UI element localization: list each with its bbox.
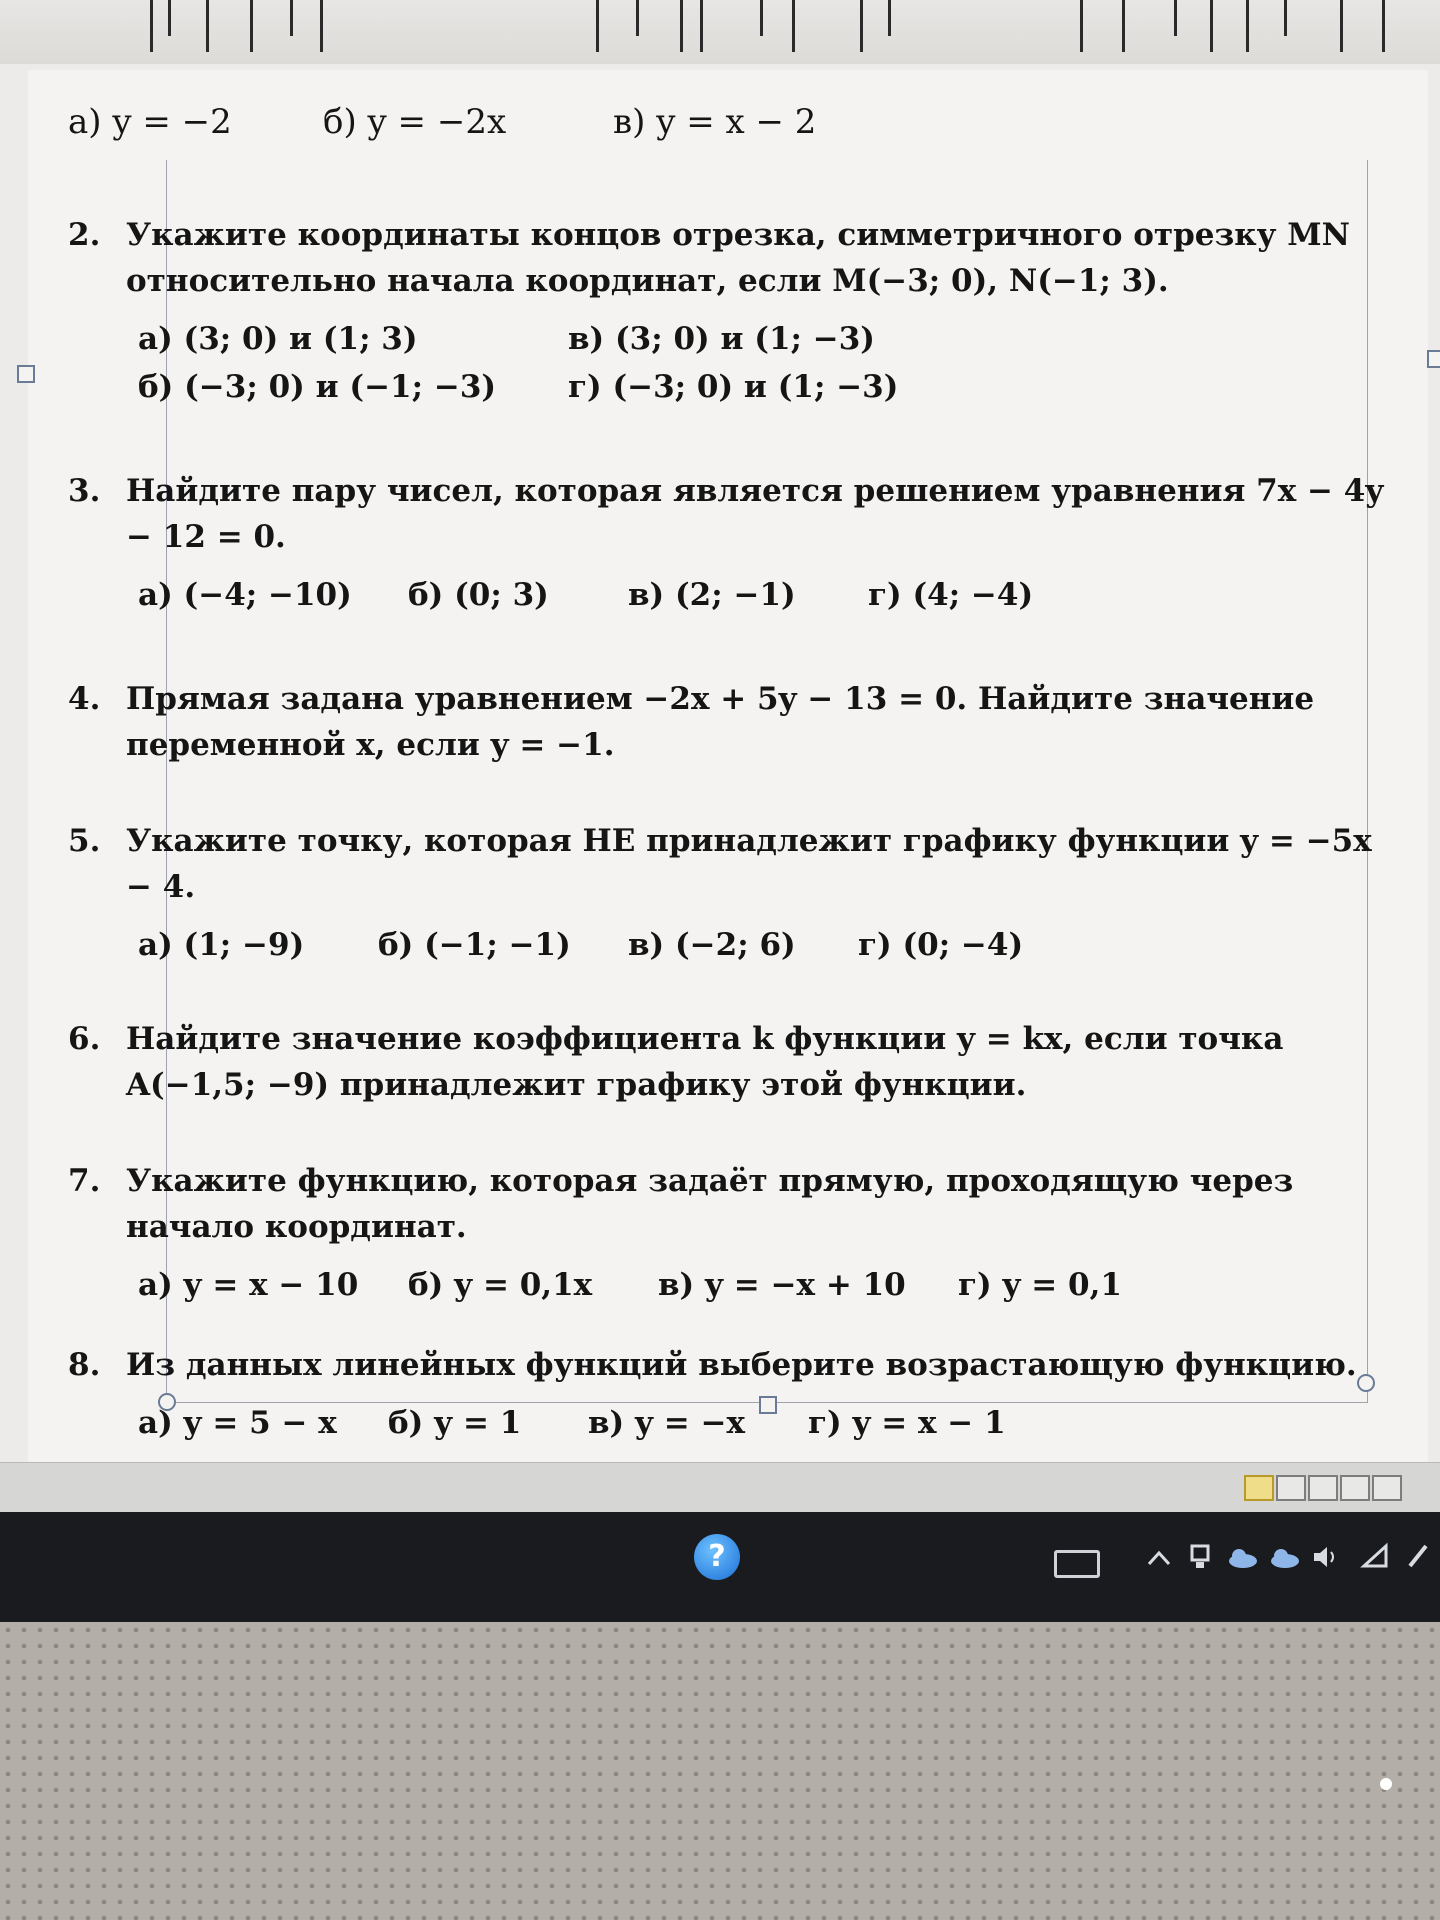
task-number: 7. xyxy=(68,1163,101,1199)
task-text: Прямая задана уравнением −2x + 5y − 13 = 0. Найдите значение переменной x, если y = −1. xyxy=(126,681,1315,763)
task-options xyxy=(138,316,1398,410)
option-v: в) (2; −1) xyxy=(628,577,796,613)
option-v: в) (−2; 6) xyxy=(628,927,796,963)
task-3 xyxy=(68,468,1398,618)
ruler-tick xyxy=(1122,0,1125,52)
draft-view-button[interactable] xyxy=(1372,1475,1402,1501)
task-5 xyxy=(68,818,1398,968)
option-v: в) y = −x + 10 xyxy=(658,1267,906,1303)
option-v: в) (3; 0) и (1; −3) xyxy=(568,321,875,357)
ruler-tick xyxy=(636,0,639,36)
chevron-up-icon[interactable] xyxy=(1146,1548,1172,1568)
option-a: а) y = −2 xyxy=(68,102,232,142)
resize-handle-right[interactable] xyxy=(1427,350,1440,368)
ruler-tick xyxy=(860,0,863,52)
task-number: 3. xyxy=(68,473,101,509)
ruler-tick xyxy=(290,0,293,36)
resize-handle-left[interactable] xyxy=(17,365,35,383)
option-b: б) y = 0,1x xyxy=(408,1267,593,1303)
print-layout-view-button[interactable] xyxy=(1244,1475,1274,1501)
web-layout-view-button[interactable] xyxy=(1308,1475,1338,1501)
pen-icon[interactable] xyxy=(1404,1540,1434,1572)
ruler-tick xyxy=(250,0,253,52)
option-b: б) (0; 3) xyxy=(408,577,549,613)
task-6 xyxy=(68,1016,1398,1108)
ruler-tick xyxy=(1210,0,1213,52)
ruler-tick xyxy=(150,0,153,52)
power-led-icon xyxy=(1380,1778,1392,1790)
task-text: Укажите точку, которая НЕ принадлежит графику функции y = −5x − 4. xyxy=(126,823,1372,905)
option-b: б) (−3; 0) и (−1; −3) xyxy=(138,369,497,405)
task-options xyxy=(138,922,1398,968)
task-4 xyxy=(68,676,1398,768)
full-screen-view-button[interactable] xyxy=(1276,1475,1306,1501)
task-text: Укажите координаты концов отрезка, симметричного отрезку MN относительно начала координат, если M(−3; 0), N(−1; 3). xyxy=(126,217,1350,299)
ruler-tick xyxy=(1340,0,1343,52)
option-g: г) (−3; 0) и (1; −3) xyxy=(568,369,899,405)
status-bar xyxy=(0,1462,1440,1513)
ruler-tick xyxy=(1080,0,1083,52)
help-icon[interactable]: ? xyxy=(694,1534,740,1580)
task-8 xyxy=(68,1342,1398,1446)
option-a: а) (3; 0) и (1; 3) xyxy=(138,321,418,357)
option-b: б) (−1; −1) xyxy=(378,927,571,963)
option-a: а) (−4; −10) xyxy=(138,577,352,613)
task-text: Из данных линейных функций выберите возрастающую функцию. xyxy=(126,1347,1357,1383)
document-page xyxy=(28,70,1428,1480)
task-number: 4. xyxy=(68,681,101,717)
speaker-icon[interactable] xyxy=(1310,1542,1340,1572)
option-a: а) (1; −9) xyxy=(138,927,305,963)
taskbar xyxy=(0,1512,1440,1622)
task-number: 6. xyxy=(68,1021,101,1057)
ruler-tick xyxy=(596,0,599,52)
wifi-icon[interactable] xyxy=(1360,1542,1392,1572)
outline-view-button[interactable] xyxy=(1340,1475,1370,1501)
ruler-tick xyxy=(888,0,891,36)
option-b: б) y = −2x xyxy=(323,102,507,142)
cloud-icon[interactable] xyxy=(1226,1546,1260,1570)
task-text: Найдите значение коэффициента k функции y = kx, если точка A(−1,5; −9) принадлежит графику этой функции. xyxy=(126,1021,1284,1103)
ruler-tick xyxy=(792,0,795,52)
ruler-tick xyxy=(700,0,703,52)
task-text: Найдите пару чисел, которая является решением уравнения 7x − 4y − 12 = 0. xyxy=(126,473,1384,555)
ruler-tick xyxy=(1174,0,1177,36)
ruler-tick xyxy=(760,0,763,36)
task-7 xyxy=(68,1158,1398,1308)
ruler-tick xyxy=(1284,0,1287,36)
monitor-bezel xyxy=(0,1622,1440,1920)
option-a: а) y = 5 − x xyxy=(138,1405,337,1441)
option-g: г) y = 0,1 xyxy=(958,1267,1122,1303)
network-icon[interactable] xyxy=(1186,1542,1214,1572)
task-number: 2. xyxy=(68,217,101,253)
option-v: в) y = −x xyxy=(588,1405,746,1441)
task-options xyxy=(138,1262,1398,1308)
task-text: Укажите функцию, которая задаёт прямую, проходящую через начало координат. xyxy=(126,1163,1294,1245)
question-1-options xyxy=(68,100,1398,144)
ruler-tick xyxy=(1382,0,1385,52)
cloud-icon[interactable] xyxy=(1268,1546,1302,1570)
ruler xyxy=(0,0,1440,64)
option-b: б) y = 1 xyxy=(388,1405,522,1441)
task-number: 5. xyxy=(68,823,101,859)
task-number: 8. xyxy=(68,1347,101,1383)
ruler-tick xyxy=(168,0,171,36)
worksheet-content xyxy=(68,100,1398,1446)
task-2 xyxy=(68,212,1398,410)
option-g: г) (4; −4) xyxy=(868,577,1034,613)
keyboard-icon[interactable] xyxy=(1054,1550,1100,1578)
ruler-tick xyxy=(206,0,209,52)
ruler-tick xyxy=(1246,0,1249,52)
option-g: г) y = x − 1 xyxy=(808,1405,1006,1441)
option-c: в) y = x − 2 xyxy=(613,102,817,142)
option-g: г) (0; −4) xyxy=(858,927,1024,963)
ruler-tick xyxy=(320,0,323,52)
task-options xyxy=(138,572,1398,618)
task-options xyxy=(138,1400,1398,1446)
option-a: а) y = x − 10 xyxy=(138,1267,359,1303)
ruler-tick xyxy=(680,0,683,52)
